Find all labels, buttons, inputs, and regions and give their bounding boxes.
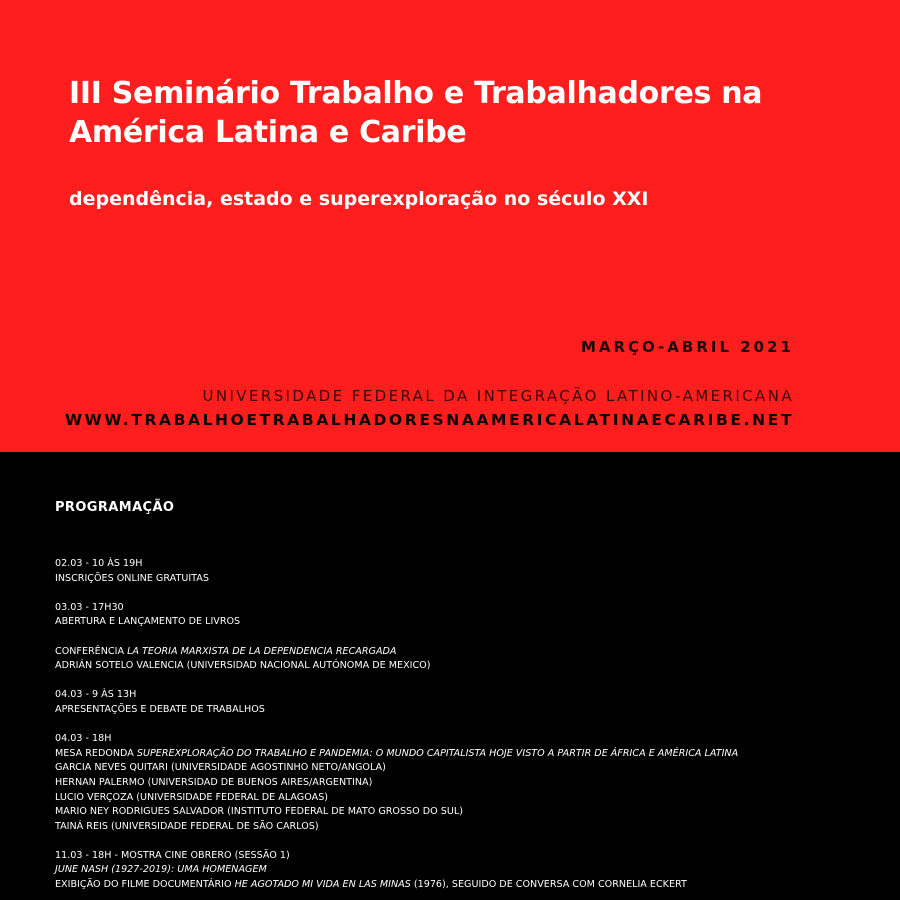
program-line (55, 820, 875, 835)
program-block (55, 557, 875, 586)
program-italic-text: HE AGOTADO MI VIDA EN LAS MINAS (234, 879, 411, 891)
program-italic-text: JUNE NASH (1927-2019): UMA HOMENAGEM (55, 864, 267, 876)
program-italic-text: SUPEREXPLORAÇÃO DO TRABALHO E PANDEMIA: O MUNDO CAPITALISTA HOJE VISTO A PARTIR DE ÁFRICA E AMÉRICA LATINA (136, 747, 739, 759)
program-text: 02.03 - 10 ÀS 19H (55, 558, 143, 569)
program-line (55, 703, 875, 718)
program-text: 11.03 - 18H - MOSTRA CINE OBRERO (SESSÃO 1) (55, 849, 290, 861)
program-block (55, 645, 875, 674)
program-line (55, 572, 875, 587)
program-line (55, 863, 875, 878)
program-text: CONFERÊNCIA (55, 645, 128, 657)
program-line (55, 849, 875, 864)
program-text: LUCIO VERÇOZA (UNIVERSIDADE FEDERAL DE ALAGOAS) (55, 791, 329, 803)
program-text: INSCRIÇÕES ONLINE GRATUITAS (55, 572, 209, 584)
page-title: III Seminário Trabalho e Trabalhadores na América Latina e Caribe (69, 76, 763, 150)
program-text: APRESENTAÇÕES E DEBATE DE TRABALHOS (55, 703, 265, 715)
program-text: 04.03 - 9 ÀS 13H (55, 689, 137, 701)
program-line (55, 878, 875, 893)
program-text: MARIO NEY RODRIGUES SALVADOR (INSTITUTO FEDERAL DE MATO GROSSO DO SUL) (55, 806, 463, 818)
program-line (55, 791, 875, 806)
program-line (55, 688, 875, 703)
program-block (55, 688, 875, 717)
program-line (55, 601, 875, 616)
program-text: 03.03 - 17H30 (55, 601, 124, 613)
program-block (55, 732, 875, 834)
program-text: EXIBIÇÃO DO FILME DOCUMENTÁRIO (55, 879, 235, 891)
program-line (55, 659, 875, 674)
program-line (55, 732, 875, 747)
program-block (55, 849, 875, 893)
program-line (55, 615, 875, 630)
university-name: UNIVERSIDADE FEDERAL DA INTEGRAÇÃO LATINO-AMERICANA (202, 387, 794, 405)
event-date: MARÇO-ABRIL 2021 (580, 338, 794, 356)
program-text: 04.03 - 18H (55, 733, 112, 745)
program-text: ABERTURA E LANÇAMENTO DE LIVROS (55, 616, 241, 628)
program-block (55, 601, 875, 630)
program-line (55, 805, 875, 820)
program-italic-text: LA TEORIA MARXISTA DE LA DEPENDENCIA RECARGADA (127, 645, 397, 657)
program-heading: PROGRAMAÇÃO (55, 500, 175, 515)
program-text: GARCIA NEVES QUITARI (UNIVERSIDADE AGOSTINHO NETO/ANGOLA) (55, 762, 386, 774)
program-text: ADRIÁN SOTELO VALENCIA (UNIVERSIDAD NACIONAL AUTÓNOMA DE MEXICO) (55, 660, 431, 672)
program-text: HERNAN PALERMO (UNIVERSIDAD DE BUENOS AIRES/ARGENTINA) (55, 776, 373, 788)
program-list (55, 557, 875, 900)
page-subtitle: dependência, estado e superexploração no século XXI (69, 188, 649, 210)
program-line (55, 747, 875, 762)
program-line (55, 645, 875, 660)
program-text: MESA REDONDA (55, 747, 137, 759)
program-line (55, 557, 875, 572)
program-line (55, 776, 875, 791)
program-line (55, 761, 875, 776)
website-link[interactable]: WWW.TRABALHOETRABALHADORESNAAMERICALATINAECARIBE.NET (64, 411, 794, 429)
program-text: TAINÁ REIS (UNIVERSIDADE FEDERAL DE SÃO CARLOS) (55, 820, 319, 832)
program-text: (1976), SEGUIDO DE CONVERSA COM CORNELIA ECKERT (410, 879, 687, 891)
